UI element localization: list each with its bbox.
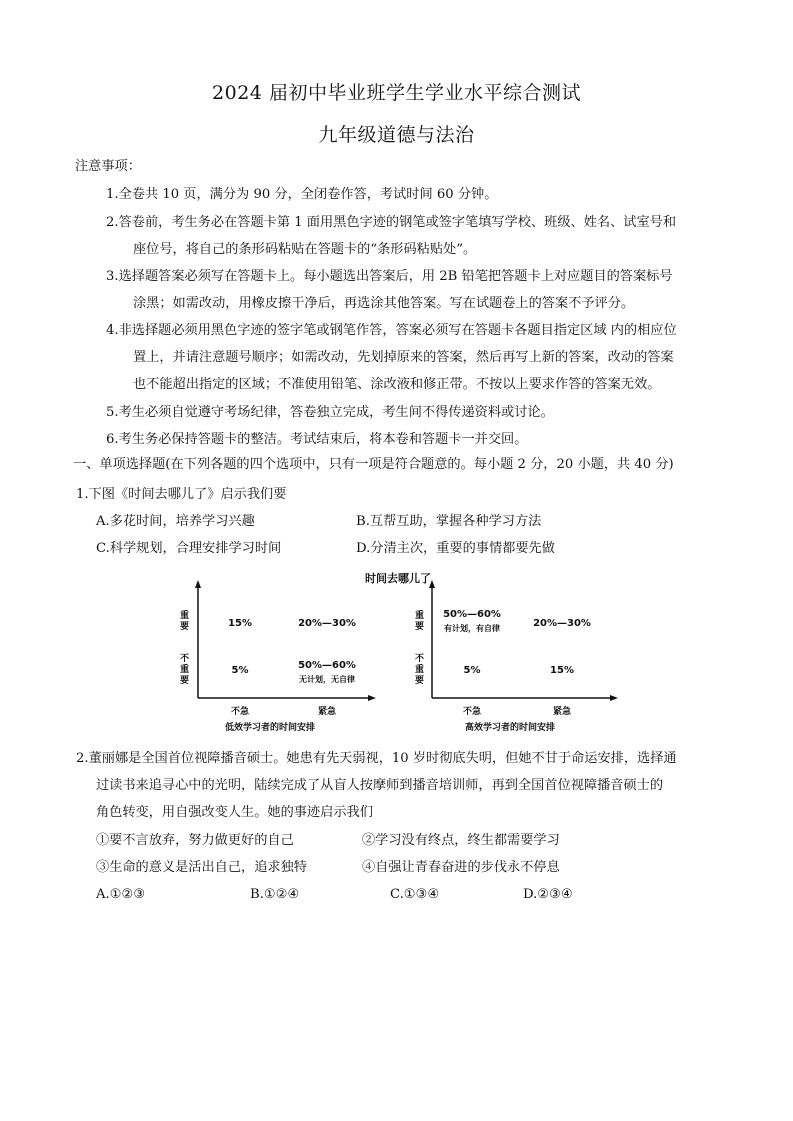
- question-1-stem: 1.下图《时间去哪儿了》启示我们要: [76, 487, 287, 502]
- right-cell-important-noturgent: 50%—60%: [443, 609, 501, 620]
- chart-title: 时间去哪儿了: [365, 572, 431, 585]
- notice-item: 1.全卷共 10 页，满分为 90 分，全闭卷作答，考试时间 60 分钟。: [106, 187, 498, 202]
- left-cell-important-noturgent: 15%: [228, 618, 252, 629]
- notice-heading: 注意事项：: [75, 159, 141, 174]
- right-xtick-urgent: 紧急: [552, 707, 572, 717]
- right-caption: 高效学习者的时间安排: [464, 723, 556, 733]
- right-cell-unimportant-noturgent: 5%: [463, 665, 481, 676]
- q2-statement-3: ③生命的意义是活出自己，追求独特: [96, 860, 307, 875]
- exam-subject: 九年级道德与法治: [318, 124, 475, 146]
- exam-title: 2024 届初中毕业班学生学业水平综合测试: [212, 82, 581, 104]
- left-cell-unimportant-noturgent: 5%: [231, 665, 249, 676]
- time-chart-svg: [160, 568, 630, 738]
- notice-item-cont: 也不能超出指定的区域；不准使用铅笔、涂改液和修正带。不按以上要求作答的答案无效。: [133, 377, 661, 392]
- section-heading: 一、单项选择题(在下列各题的四个选项中，只有一项是符合题意的。每小题 2 分，20 小题，共 40 分): [73, 457, 674, 472]
- q2-option-d[interactable]: D.②③④: [523, 887, 573, 902]
- right-x-arrow: [610, 695, 618, 701]
- left-xtick-noturgent: 不急: [230, 707, 250, 717]
- question-2-stem: 2.董丽娜是全国首位视障播音硕士。她患有先天弱视，10 岁时彻底失明，但她不甘于命运安排，选择通: [76, 751, 677, 766]
- left-ytick-important: 重要: [180, 611, 190, 632]
- left-ytick-unimportant: 不重要: [180, 654, 190, 686]
- q2-option-c[interactable]: C.①③④: [390, 887, 440, 902]
- right-cell-important-urgent: 20%—30%: [533, 618, 591, 629]
- q2-statement-2: ②学习没有终点，终生都需要学习: [362, 833, 560, 848]
- q2-option-b[interactable]: B.①②④: [250, 887, 300, 902]
- question-2-stem-cont: 角色转变，用自强改变人生。她的事迹启示我们: [96, 805, 373, 820]
- notice-item: 3.选择题答案必须写在答题卡上。每小题选出答案后，用 2B 铅笔把答题卡上对应题目的答案标号: [106, 269, 673, 284]
- q1-option-c[interactable]: C.科学规划，合理安排学习时间: [96, 541, 282, 556]
- q2-option-a[interactable]: A.①②③: [96, 887, 146, 902]
- q1-option-b[interactable]: B.互帮互助，掌握各种学习方法: [356, 514, 542, 529]
- notice-item: 2.答卷前，考生务必在答题卡第 1 面用黑色字迹的钢笔或签字笔填写学校、班级、姓名、试室号和: [106, 215, 677, 230]
- left-caption: 低效学习者的时间安排: [224, 723, 316, 733]
- notice-item: 4.非选择题必须用黑色字迹的签字笔或钢笔作答，答案必须写在答题卡各题目指定区域 内的相应位: [106, 323, 677, 338]
- q2-statement-1: ①要不言放弃，努力做更好的自己: [96, 833, 294, 848]
- left-cell-unimportant-urgent-note: 无计划，无自律: [299, 675, 355, 684]
- left-cell-important-urgent: 20%—30%: [298, 618, 356, 629]
- right-cell-important-noturgent-note: 有计划，有自律: [444, 624, 500, 633]
- q1-option-d[interactable]: D.分清主次，重要的事情都要先做: [356, 541, 555, 556]
- notice-item-cont: 置上，并请注意题号顺序；如需改动，先划掉原来的答案，然后再写上新的答案，改动的答案: [133, 350, 674, 365]
- right-ytick-unimportant: 不重要: [415, 654, 425, 686]
- question-2-stem-cont: 过读书来追寻心中的光明，陆续完成了从盲人按摩师到播音培训师，再到全国首位视障播音硕士的: [96, 778, 664, 793]
- left-x-arrow: [368, 695, 376, 701]
- right-cell-unimportant-urgent: 15%: [550, 665, 574, 676]
- notice-item-cont: 涂黑；如需改动，用橡皮擦干净后，再选涂其他答案。写在试题卷上的答案不予评分。: [133, 296, 635, 311]
- notice-item: 5.考生必须自觉遵守考场纪律，答卷独立完成，考生间不得传递资料或讨论。: [106, 405, 554, 420]
- time-chart: [160, 568, 630, 738]
- notice-item-cont: 座位号，将自己的条形码粘贴在答题卡的“条形码粘贴处”。: [133, 242, 477, 257]
- notice-item: 6.考生务必保持答题卡的整洁。考试结束后，将本卷和答题卡一并交回。: [106, 432, 528, 447]
- left-y-arrow: [195, 580, 201, 588]
- q1-option-a[interactable]: A.多花时间，培养学习兴趣: [96, 514, 255, 529]
- left-cell-unimportant-urgent: 50%—60%: [298, 660, 356, 671]
- q2-statement-4: ④自强让青春奋进的步伐永不停息: [362, 860, 560, 875]
- left-xtick-urgent: 紧急: [317, 707, 337, 717]
- right-xtick-noturgent: 不急: [462, 707, 482, 717]
- right-ytick-important: 重要: [415, 611, 425, 632]
